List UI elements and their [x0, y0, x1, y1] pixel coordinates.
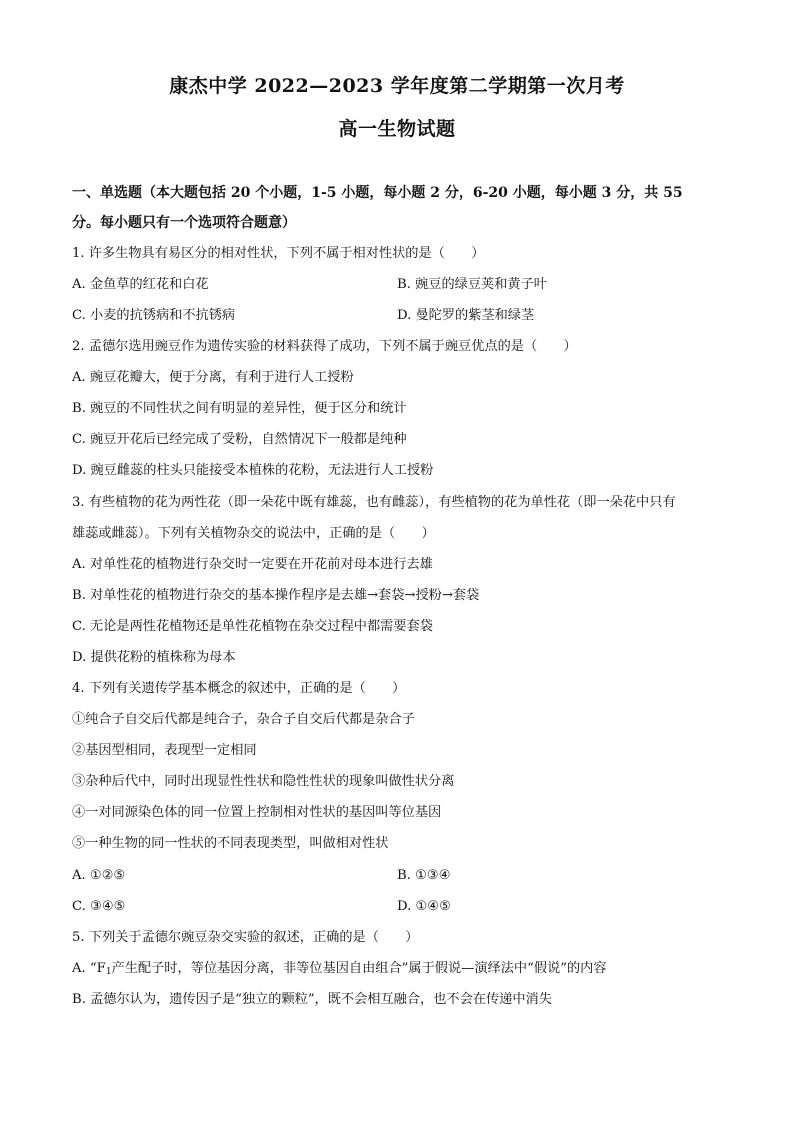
- q2-option-c: C. 豌豆开花后已经完成了受粉，自然情况下一般都是纯种: [72, 432, 407, 447]
- q5-option-a-prefix: A. “F: [72, 961, 106, 976]
- q5-option-a-rest: 产生配子时，等位基因分离，非等位基因自由组合”属于假说—演绎法中“假说”的内容: [111, 961, 607, 976]
- q3-option-a: A. 对单性花的植物进行杂交时一定要在开花前对母本进行去雄: [72, 557, 433, 572]
- q5-option-a-subscript: 1: [105, 967, 112, 977]
- q3-option-d: D. 提供花粉的植株称为母本: [72, 650, 236, 665]
- q4-statement-2: ②基因型相同，表现型一定相同: [72, 743, 257, 758]
- q1-option-a: A. 金鱼草的红花和白花: [72, 277, 209, 292]
- q4-statement-1: ①纯合子自交后代都是纯合子，杂合子自交后代都是杂合子: [72, 712, 415, 727]
- q5-option-b: B. 孟德尔认为，遗传因子是“独立的颗粒”，既不会相互融合，也不会在传递中消失: [72, 992, 552, 1007]
- q1-stem: 1. 许多生物具有易区分的相对性状，下列不属于相对性状的是（ ）: [72, 246, 485, 261]
- q4-option-b: B. ①③④: [397, 868, 451, 883]
- q4-option-d: D. ①④⑤: [397, 899, 451, 914]
- exam-title: 康杰中学 2022—2023 学年度第二学期第一次月考: [169, 75, 625, 97]
- q3-option-b: B. 对单性花的植物进行杂交的基本操作程序是去雄→套袋→授粉→套袋: [72, 588, 480, 603]
- q4-statement-5: ⑤一种生物的同一性状的不同表现类型，叫做相对性状: [72, 836, 389, 851]
- q4-statement-4: ④一对同源染色体的同一位置上控制相对性状的基因叫等位基因: [72, 805, 442, 820]
- q4-stem: 4. 下列有关遗传学基本概念的叙述中，正确的是（ ）: [72, 681, 406, 696]
- section-heading-line1: 一、单选题（本大题包括 20 个小题，1-5 小题，每小题 2 分，6-20 小题，每小题 3 分，共 55: [72, 185, 683, 201]
- q1-option-d: D. 曼陀罗的紫茎和绿茎: [397, 308, 535, 323]
- q5-option-a: [72, 959, 607, 982]
- q5-stem: 5. 下列关于孟德尔豌豆杂交实验的叙述，正确的是（ ）: [72, 930, 419, 945]
- q2-option-d: D. 豌豆雌蕊的柱头只能接受本植株的花粉，无法进行人工授粉: [72, 463, 434, 478]
- exam-subtitle: 高一生物试题: [338, 118, 456, 140]
- q2-stem: 2. 孟德尔选用豌豆作为遗传实验的材料获得了成功，下列不属于豌豆优点的是（ ）: [72, 339, 577, 354]
- q4-option-c: C. ③④⑤: [72, 899, 126, 914]
- q3-option-c: C. 无论是两性花植物还是单性花植物在杂交过程中都需要套袋: [72, 619, 433, 634]
- q1-option-b: B. 豌豆的绿豆荚和黄子叶: [397, 277, 547, 292]
- q1-option-c: C. 小麦的抗锈病和不抗锈病: [72, 308, 236, 323]
- q4-option-a: A. ①②⑤: [72, 868, 126, 883]
- q3-stem-line2: 雄蕊或雌蕊）。下列有关植物杂交的说法中，正确的是（ ）: [72, 526, 435, 541]
- q4-statement-3: ③杂种后代中，同时出现显性性状和隐性性状的现象叫做性状分离: [72, 774, 455, 789]
- section-heading-line2: 分。每小题只有一个选项符合题意）: [72, 215, 296, 231]
- q3-stem-line1: 3. 有些植物的花为两性花（即一朵花中既有雄蕊，也有雌蕊），有些植物的花为单性花（即一朵花中只有: [72, 495, 676, 510]
- q2-option-b: B. 豌豆的不同性状之间有明显的差异性，便于区分和统计: [72, 401, 407, 416]
- q2-option-a: A. 豌豆花瓣大，便于分离，有利于进行人工授粉: [72, 370, 354, 385]
